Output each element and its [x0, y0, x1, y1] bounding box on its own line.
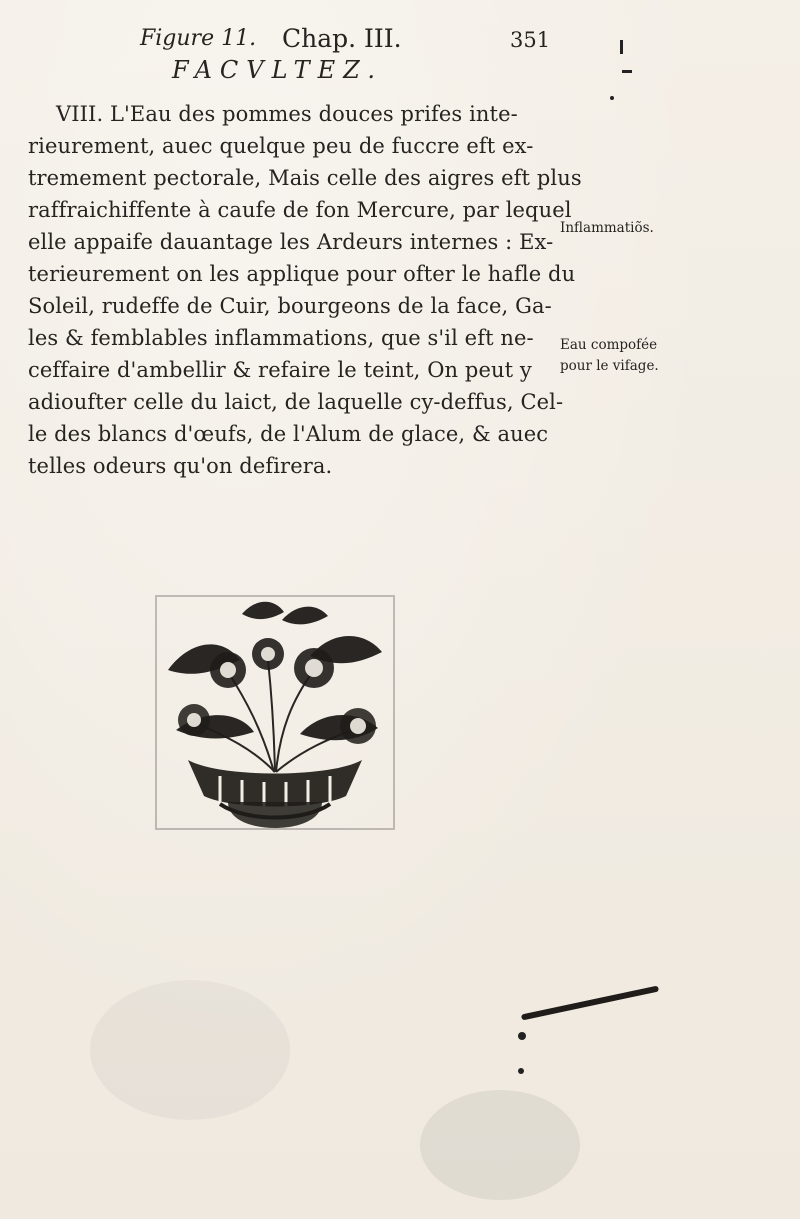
- text-line: le des blancs d'œufs, de l'Alum de glace, & auec: [28, 422, 549, 446]
- main-text: [28, 98, 582, 482]
- ink-speck: [518, 1068, 524, 1074]
- figure-reference: Figure 11.: [140, 26, 257, 51]
- chapter-label: Chap. III.: [282, 24, 402, 53]
- paper-stain: [90, 980, 290, 1120]
- text-line: Soleil, rudeffe de Cuir, bourgeons de la face, Ga-: [28, 294, 552, 318]
- flower-basket-icon: [150, 590, 400, 835]
- flower-basket-vignette: [150, 590, 400, 835]
- text-line: VIII. L'Eau des pommes douces prifes inte-: [56, 102, 518, 126]
- text-line: rieurement, auec quelque peu de fuccre eft ex-: [28, 134, 534, 158]
- ink-speck: [620, 40, 623, 54]
- running-title: FACVLTEZ.: [172, 56, 383, 84]
- ink-stroke: [521, 986, 659, 1021]
- ink-speck: [518, 1032, 526, 1040]
- text-line: elle appaife dauantage les Ardeurs internes : Ex-: [28, 230, 554, 254]
- text-line: terieurement on les applique pour ofter le hafle du: [28, 262, 576, 286]
- text-line: adioufter celle du laict, de laquelle cy-deffus, Cel-: [28, 390, 564, 414]
- text-line: tremement pectorale, Mais celle des aigres eft plus: [28, 166, 582, 190]
- page-number: 351: [510, 28, 551, 52]
- margin-note-visage: pour le vifage.: [560, 358, 659, 374]
- margin-note-inflammations: Inflammatiõs.: [560, 220, 654, 236]
- text-line: ceffaire d'ambellir & refaire le teint, On peut y: [28, 358, 532, 382]
- text-line: les & femblables inflammations, que s'il eft ne-: [28, 326, 534, 350]
- text-line: telles odeurs qu'on defirera.: [28, 454, 333, 478]
- margin-note-eau-composee: Eau compofée: [560, 337, 658, 353]
- ink-speck: [622, 70, 632, 73]
- paper-stain: [420, 1090, 580, 1200]
- text-line: raffraichiffente à caufe de fon Mercure, par lequel: [28, 198, 572, 222]
- ink-speck: [610, 96, 614, 100]
